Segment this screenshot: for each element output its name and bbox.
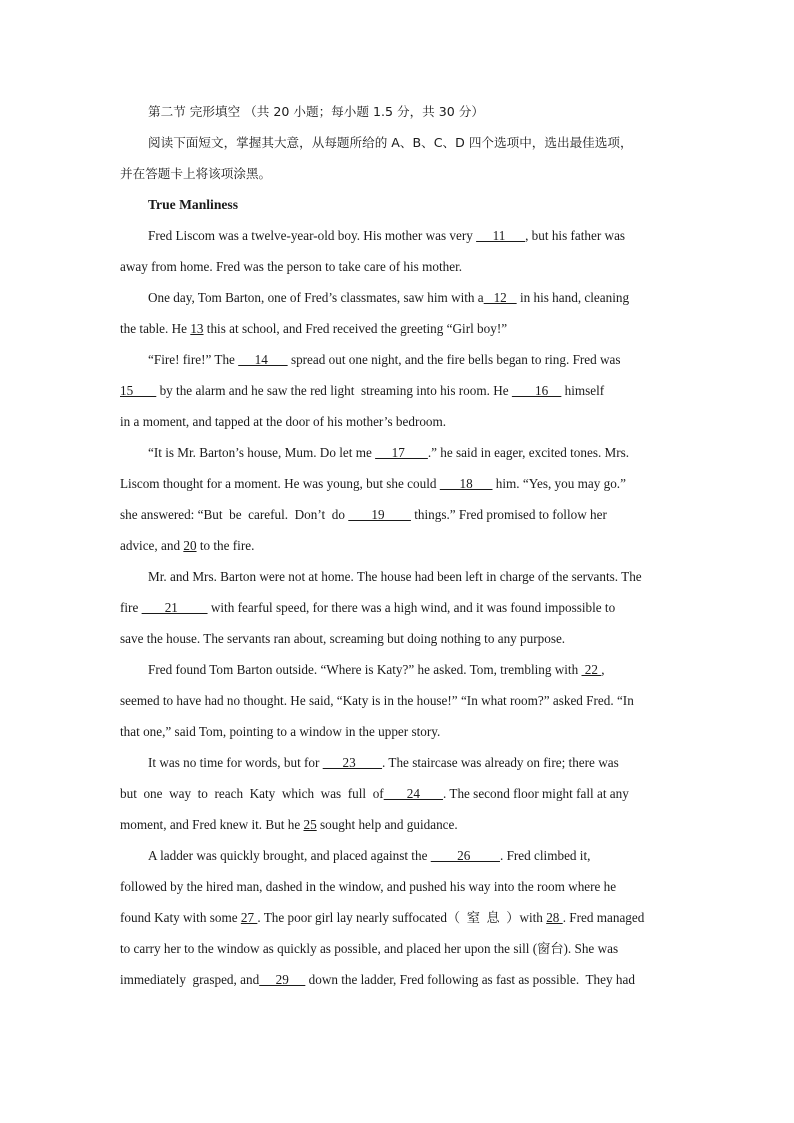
passage-line-6: 15 by the alarm and he saw the red light streaming into his room. He 16 himself [120,383,605,398]
exam-page [120,96,676,995]
passage-line-17: that one,” said Tom, pointing to a window in the upper story. [120,724,441,739]
blank-14: 14 [238,352,288,367]
passage-line-7: in a moment, and tapped at the door of his mother’s bedroom. [120,414,447,429]
passage-line-3: One day, Tom Barton, one of Fred’s classmates, saw him with a 12 in his hand, cleaning [148,290,630,305]
passage-line-25: immediately grasped, and 29 down the ladder, Fred following as fast as possible. They had [120,972,635,987]
passage-line-11: advice, and 20 to the fire. [120,538,255,553]
blank-18: 18 [439,476,493,491]
blank-17: 17 [375,445,428,460]
blank-16: 16 [511,383,562,398]
passage-line-12: Mr. and Mrs. Barton were not at home. The house had been left in charge of the servants. The [148,569,642,584]
passage-line-20: moment, and Fred knew it. But he 25 sought help and guidance. [120,817,458,832]
blank-25: 25 [303,817,317,832]
passage-line-13: fire 21 with fearful speed, for there was a high wind, and it was found impossible to [120,600,616,615]
passage-line-24: to carry her to the window as quickly as possible, and placed her upon the sill (窗台). She was [120,941,619,956]
passage-line-23: found Katy with some 27 . The poor girl lay nearly suffocated（ 窒 息 ）with 28 . Fred managed [120,910,645,925]
instruction-line-1: 阅读下面短文，掌握其大意，从每题所给的 A、B、C、D 四个选项中，选出最佳选项， [148,135,633,150]
passage-line-15: Fred found Tom Barton outside. “Where is Katy?” he asked. Tom, trembling with 22 , [148,662,605,677]
passage-line-21: A ladder was quickly brought, and placed against the 26 . Fred climbed it, [148,848,591,863]
blank-20: 20 [183,538,197,553]
passage-line-16: seemed to have had no thought. He said, “Katy is in the house!” “In what room?” asked Fred. “In [120,693,634,708]
blank-26: 26 [430,848,500,863]
passage-line-4: the table. He 13 this at school, and Fred received the greeting “Girl boy!” [120,321,508,336]
passage-line-5: “Fire! fire!” The 14 spread out one night, and the fire bells began to ring. Fred was [148,352,621,367]
instruction-line-2: 并在答题卡上将该项涂黑。 [120,166,272,181]
blank-23: 23 [322,755,383,770]
passage-line-18: It was no time for words, but for 23 . The staircase was already on fire; there was [148,755,619,770]
blank-29: 29 [259,972,306,987]
section-heading: 第二节 完形填空 （共 20 小题；每小题 1.5 分，共 30 分） [148,104,484,119]
blank-22: 22 [581,662,602,677]
passage-title: True Manliness [148,197,238,212]
passage-line-19: but one way to reach Katy which was full of 24 . The second floor might fall at any [120,786,629,801]
blank-27: 27 [240,910,258,925]
blank-24: 24 [383,786,444,801]
blank-11: 11 [476,228,526,243]
passage-line-8: “It is Mr. Barton’s house, Mum. Do let me 17 .” he said in eager, excited tones. Mrs. [148,445,630,460]
blank-19: 19 [348,507,411,522]
passage-line-10: she answered: “But be careful. Don’t do 19 things.” Fred promised to follow her [120,507,607,522]
passage-line-9: Liscom thought for a moment. He was young, but she could 18 him. “Yes, you may go.” [120,476,626,491]
passage-line-22: followed by the hired man, dashed in the window, and pushed his way into the room where he [120,879,617,894]
passage-line-2: away from home. Fred was the person to take care of his mother. [120,259,463,274]
blank-12: 12 [483,290,517,305]
blank-21: 21 [141,600,208,615]
passage-line-1: Fred Liscom was a twelve-year-old boy. His mother was very 11 , but his father was [148,228,626,243]
blank-28: 28 [546,910,563,925]
passage-line-14: save the house. The servants ran about, screaming but doing nothing to any purpose. [120,631,566,646]
blank-15: 15 [120,383,157,398]
blank-13: 13 [190,321,204,336]
